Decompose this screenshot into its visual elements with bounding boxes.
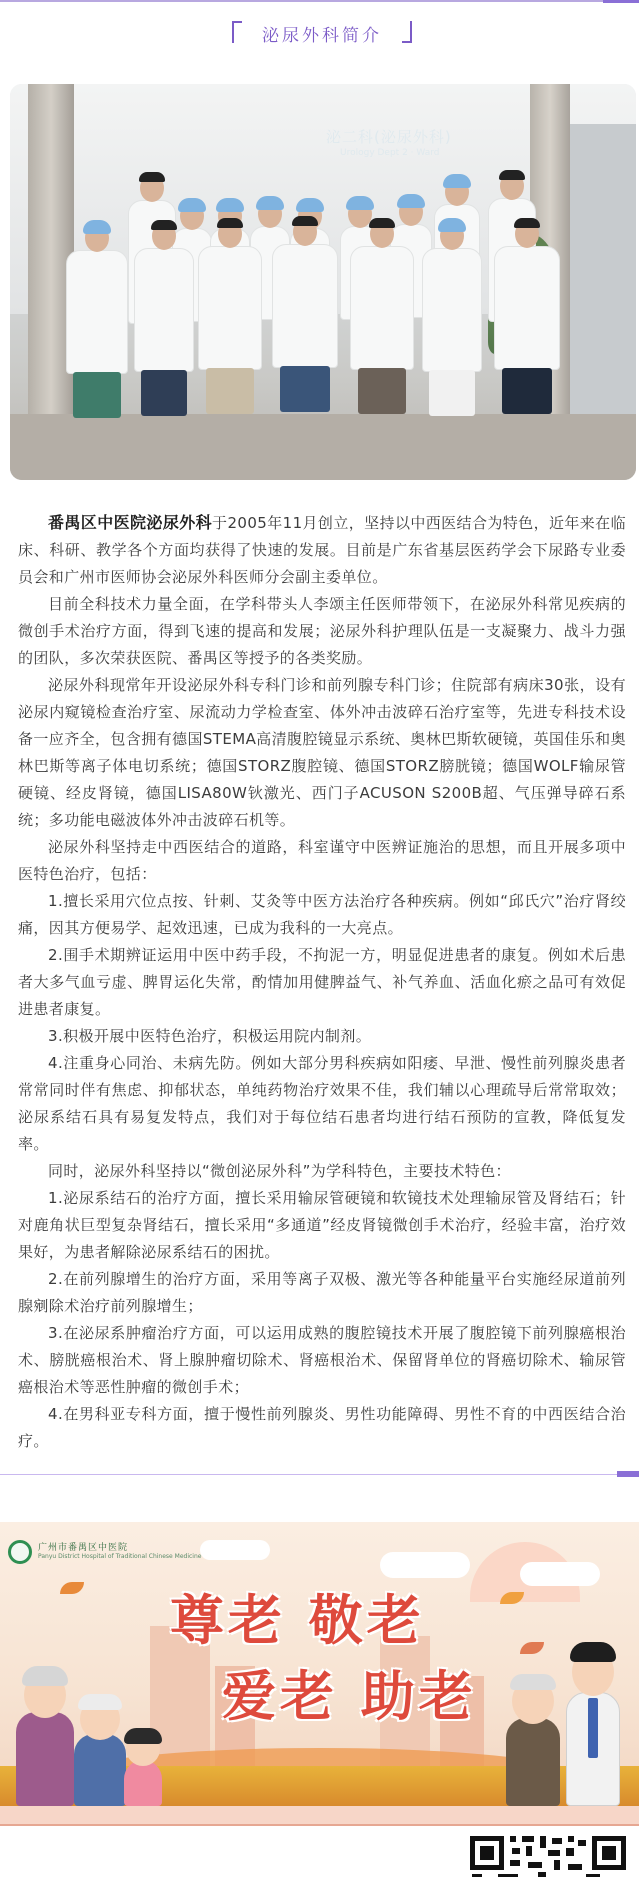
ward-sign: 泌二科(泌尿外科) (326, 128, 452, 146)
team-member (134, 222, 194, 372)
hospital-logo-text: 广州市番禺区中医院 (38, 1543, 129, 1553)
intro-paragraph-1: 番禺区中医院泌尿外科于2005年11月创立，坚持以中西医结合为特色，近年来在临床、科研、教学各个方面均获得了快速的发展。目前是广东省基层医药学会下尿路专业委员会和广州市医师协会泌尿外科医师分会副主委单位。 (18, 513, 626, 586)
tech-feature-2: 2.在前列腺增生的治疗方面，采用等离子双极、激光等各种能量平台实施经尿道前列腺剜除术治疗前列腺增生； (18, 1270, 626, 1315)
team-member (494, 220, 560, 370)
tcm-feature-3: 3.积极开展中医特色治疗，积极运用院内制剂。 (48, 1027, 372, 1045)
team-member (66, 224, 128, 374)
hospital-logo-icon (8, 1540, 32, 1564)
team-photo (10, 84, 636, 480)
department-introduction (18, 509, 626, 1455)
team-member (350, 220, 414, 370)
intro-paragraph-3: 泌尿外科现常年开设泌尿外科专科门诊和前列腺专科门诊；住院部有病床30张，设有泌尿内窥镜检查治疗室、尿流动力学检查室、体外冲击波碎石治疗室等，先进专科技术设备一应齐全，包含拥有德国STEMA高清腹腔镜显示系统、奥林巴斯软硬镜，英国佳乐和奥林巴斯等离子体电切系统；德国STORZ腹腔镜、德国STORZ膀胱镜；德国WOLF输尿管硬镜、经皮肾镜，德国LISA80W钬激光、西门子ACUSON S200B超、气压弹导碎石系统；多功能电磁波体外冲击波碎石机等。 (18, 676, 626, 829)
child-illustration (120, 1732, 166, 1806)
tcm-feature-1: 1.擅长采用穴位点按、针刺、艾灸等中医方法治疗各种疾病。例如“邱氏穴”治疗肾绞痛，因其方便易学、起效迅速，已成为我科的一大亮点。 (18, 892, 626, 937)
section-divider-accent (617, 1471, 639, 1477)
poster-footer-band (0, 1806, 639, 1824)
hospital-logo-subtext: Panyu District Hospital of Traditional Chinese Medicine (38, 1553, 202, 1560)
tech-feature-4: 4.在男科亚专科方面，擅于慢性前列腺炎、男性功能障碍、男性不育的中西医结合治疗。 (18, 1405, 626, 1450)
section-title (232, 19, 412, 45)
team-member (198, 220, 262, 370)
elderly-man-right-illustration (500, 1678, 566, 1806)
tcm-feature-4: 4.注重身心同治、未病先防。例如大部分男科疾病如阳痿、早泄、慢性前列腺炎患者常常同时伴有焦虑、抑郁状态，单纯药物治疗效果不佳，我们辅以心理疏导后常常取效；泌尿系结石具有易复发特点，我们对于每位结石患者均进行结石预防的宣教，降低复发率。 (18, 1054, 626, 1153)
department-name: 番禺区中医院泌尿外科 (48, 513, 213, 532)
section-divider (0, 1474, 639, 1475)
intro-paragraph-4: 泌尿外科坚持走中西医结合的道路，科室谨守中医辨证施治的思想，而且开展多项中医特色治疗，包括： (18, 838, 626, 883)
team-member (272, 218, 338, 368)
tcm-feature-2: 2.围手术期辨证运用中医中药手段，不拘泥一方，明显促进患者的康复。例如术后患者大多气血亏虚、脾胃运化失常，酌情加用健脾益气、补气养血、活血化瘀之品可有效促进患者康复。 (18, 946, 626, 1018)
young-man-illustration (560, 1648, 626, 1806)
footer-line (0, 1824, 639, 1826)
slogan-line-2: 爱老 助老 (222, 1664, 477, 1728)
section-title-text: 泌尿外科简介 (262, 26, 382, 46)
slogan-line-1: 尊老 敬老 (170, 1588, 425, 1652)
team-member (422, 222, 482, 372)
tech-feature-3: 3.在泌尿系肿瘤治疗方面，可以运用成熟的腹腔镜技术开展了腹腔镜下前列腺癌根治术、膀胱癌根治术、肾上腺肿瘤切除术、肾癌根治术、保留肾单位的肾癌切除术、输尿管癌根治术等恶性肿瘤的微创手术； (18, 1324, 626, 1396)
elderly-respect-poster (0, 1522, 639, 1806)
tech-feature-1: 1.泌尿系结石的治疗方面，擅长采用输尿管硬镜和软镜技术处理输尿管及肾结石；针对鹿角状巨型复杂肾结石，擅长采用“多通道”经皮肾镜微创手术治疗，经验丰富，治疗效果好，为患者解除泌尿系结石的困扰。 (18, 1189, 626, 1261)
intro-paragraph-5: 同时，泌尿外科坚持以“微创泌尿外科”为学科特色，主要技术特色： (48, 1162, 511, 1180)
ward-subsign: Urology Dept 2 · Ward (340, 148, 440, 158)
top-divider (0, 0, 639, 2)
top-divider-accent (603, 0, 639, 3)
qr-code[interactable] (468, 1834, 628, 1877)
intro-paragraph-2: 目前全科技术力量全面，在学科带头人李颂主任医师带领下，在泌尿外科常见疾病的微创手术治疗方面，得到飞速的提高和发展；泌尿外科护理队伍是一支凝聚力、战斗力强的团队，多次荣获医院、番禺区等授予的各类奖励。 (18, 595, 626, 667)
